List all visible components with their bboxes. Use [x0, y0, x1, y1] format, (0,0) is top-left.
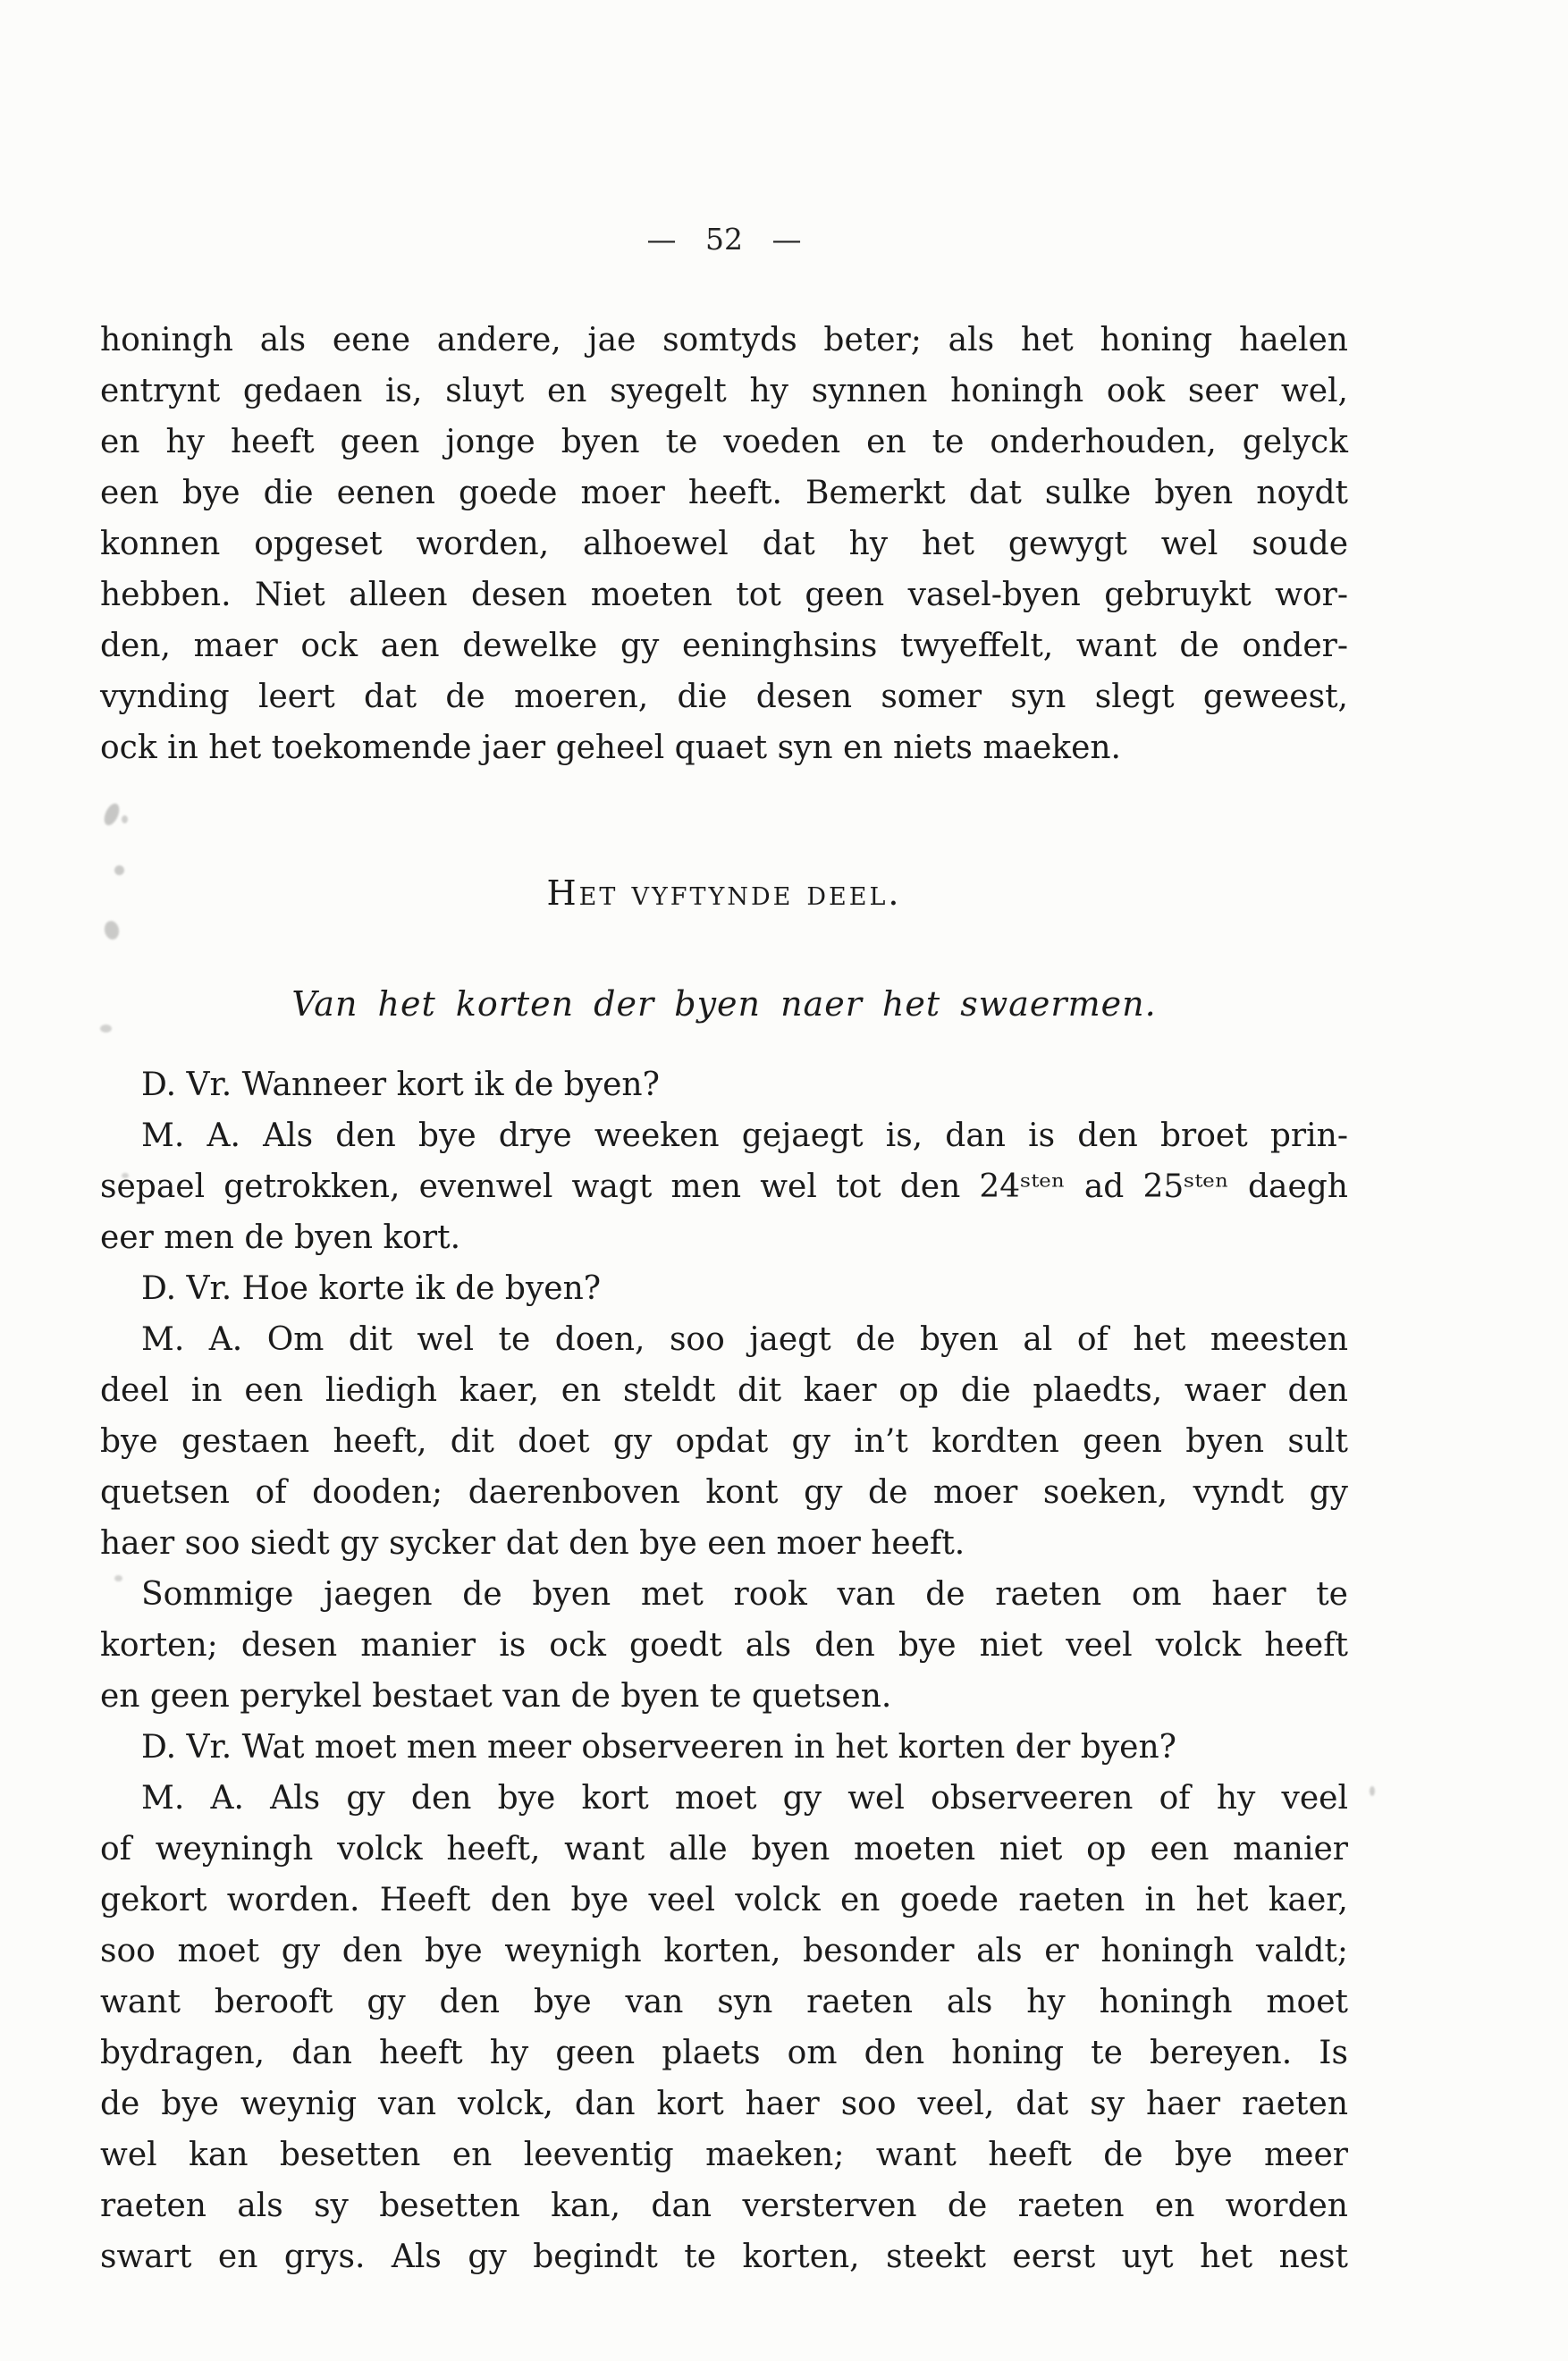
text-line: bydragen, dan heeft hy geen plaets om den honing te bereyen. Is — [100, 2035, 1348, 2071]
remark-smoke-method — [100, 1569, 1348, 1722]
scan-artifact — [1370, 1786, 1375, 1796]
text-line: D. Vr. Wat moet men meer observeeren in het korten der byen? — [141, 1729, 1176, 1766]
text-line: sepael getrokken, evenwel wagt men wel tot den 24ˢᵗᵉⁿ ad 25ˢᵗᵉⁿ daegh — [100, 1168, 1348, 1205]
text-line: M. A. Als gy den bye kort moet gy wel observeeren of hy veel — [141, 1780, 1348, 1817]
question-what-to-observe — [100, 1722, 1348, 1773]
text-line: quetsen of dooden; daerenboven kont gy de moer soeken, vyndt gy — [100, 1474, 1348, 1511]
text-line: eer men de byen kort. — [100, 1219, 461, 1256]
chapter-subheading: Van het korten der byen naer het swaermen. — [291, 984, 1157, 1024]
text-line: bye gestaen heeft, dit doet gy opdat gy in’t kordten geen byen sult — [100, 1423, 1348, 1460]
text-line: en geen perykel bestaet van de byen te quetsen. — [100, 1678, 892, 1715]
scan-artifact — [114, 865, 124, 875]
text-line: raeten als sy besetten kan, dan versterven de raeten en worden — [100, 2188, 1348, 2224]
answer-when-to-shorten — [100, 1110, 1348, 1263]
text-line: gekort worden. Heeft den bye veel volck en goede raeten in het kaer, — [100, 1882, 1348, 1918]
text-line: M. A. Als den bye drye weeken gejaegt is, dan is den broet prin- — [141, 1117, 1348, 1154]
scan-artifact — [100, 1025, 112, 1033]
text-line: konnen opgeset worden, alhoewel dat hy het gewygt wel soude — [100, 526, 1348, 562]
page-number: — 52 — — [646, 222, 802, 257]
question-how-to-shorten — [100, 1263, 1348, 1314]
text-line: Sommige jaegen de byen met rook van de raeten om haer te — [141, 1576, 1348, 1613]
scan-artifact — [101, 801, 122, 827]
text-line: D. Vr. Hoe korte ik de byen? — [141, 1270, 602, 1307]
text-line: deel in een liedigh kaer, en steldt dit kaer op die plaedts, waer den — [100, 1372, 1348, 1409]
answer-what-to-observe — [100, 1773, 1348, 2282]
paragraph-continuation — [100, 315, 1348, 773]
text-line: M. A. Om dit wel te doen, soo jaegt de byen al of het meesten — [141, 1321, 1348, 1358]
text-line: een bye die eenen goede moer heeft. Bemerkt dat sulke byen noydt — [100, 475, 1348, 511]
scan-artifact — [114, 1575, 122, 1581]
text-line: soo moet gy den bye weynigh korten, besonder als er honingh valdt; — [100, 1933, 1348, 1969]
text-line: korten; desen manier is ock goedt als den bye niet veel volck heeft — [100, 1627, 1348, 1664]
text-line: honingh als eene andere, jae somtyds beter; als het honing haelen — [100, 322, 1348, 358]
text-line: want berooft gy den bye van syn raeten als hy honingh moet — [100, 1984, 1348, 2020]
text-line: den, maer ock aen dewelke gy eeninghsins twyeffelt, want de onder- — [100, 628, 1348, 664]
text-line: wel kan besetten en leeventig maeken; want heeft de bye meer — [100, 2137, 1348, 2173]
text-line: of weyningh volck heeft, want alle byen moeten niet op een manier — [100, 1831, 1348, 1868]
text-line: hebben. Niet alleen desen moeten tot geen vasel-byen gebruykt wor- — [100, 577, 1348, 613]
text-line: D. Vr. Wanneer kort ik de byen? — [141, 1067, 660, 1103]
scan-artifact — [122, 1173, 129, 1178]
text-line: vynding leert dat de moeren, die desen somer syn slegt geweest, — [100, 679, 1348, 715]
text-line: swart en grys. Als gy begindt te korten, steekt eerst uyt het nest — [100, 2239, 1348, 2275]
question-when-to-shorten — [100, 1059, 1348, 1110]
scan-artifact — [103, 920, 121, 941]
text-line: de bye weynig van volck, dan kort haer soo veel, dat sy haer raeten — [100, 2086, 1348, 2122]
chapter-heading: Het vyftynde deel. — [546, 873, 902, 913]
answer-how-to-shorten — [100, 1314, 1348, 1569]
text-line: en hy heeft geen jonge byen te voeden en te onderhouden, gelyck — [100, 424, 1348, 460]
scan-artifact — [122, 815, 128, 823]
text-line: ock in het toekomende jaer geheel quaet syn en niets maeken. — [100, 729, 1121, 766]
text-line: haer soo siedt gy sycker dat den bye een moer heeft. — [100, 1525, 965, 1562]
text-line: entrynt gedaen is, sluyt en syegelt hy synnen honingh ook seer wel, — [100, 373, 1348, 409]
